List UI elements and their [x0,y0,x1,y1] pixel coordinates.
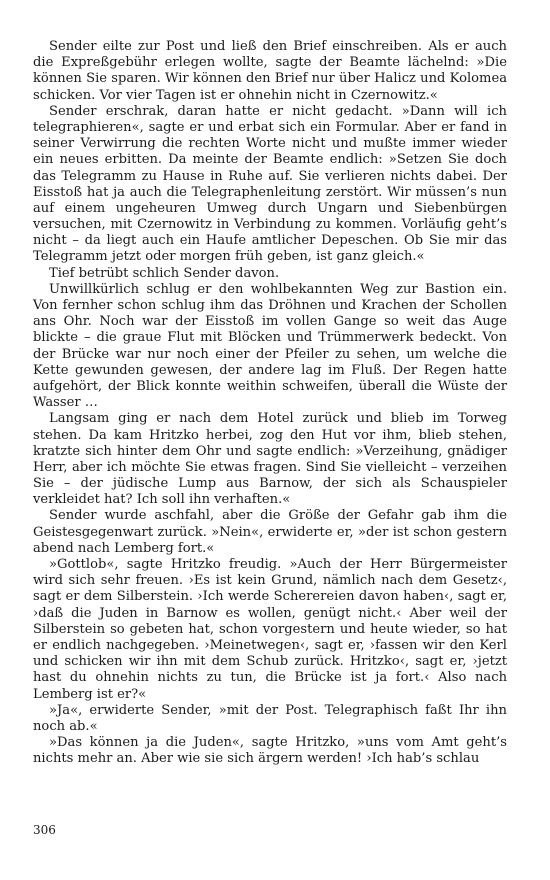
paragraph: Sender wurde aschfahl, aber die Größe der Gefahr gab ihm die Geistesgegenwart zurück. »Nein«, erwiderte er, »der ist schon gestern abend nach Lemberg fort.« [33,508,507,556]
body-text [33,39,507,767]
paragraph: Sender erschrak, daran hatte er nicht gedacht. »Dann will ich telegraphieren«, sagte er und erbat sich ein Formular. Aber er fand in seiner Verwirrung die rechten Worte nicht und mußte immer wieder ein neues erbitten. Da meinte der Beamte endlich: »Setzen Sie doch das Telegramm zu Hause in Ruhe auf. Sie verlieren nichts dabei. Der Eisstoß hat ja auch die Telegraphenleitung zerstört. Wir müssen’s nun auf einem ungeheuren Umweg durch Ungarn und Siebenbürgen versuchen, mit Czernowitz in Verbindung zu kommen. Vorläufig geht’s nicht – da liegt auch ein Haufe amtlicher Depeschen. Ob Sie mir das Telegramm jetzt oder morgen früh geben, ist ganz gleich.« [33,103,507,265]
paragraph: Tief betrübt schlich Sender davon. [49,265,280,281]
paragraph: »Gottlob«, sagte Hritzko freudig. »Auch der Herr Bürgermeister wird sich sehr freuen. ›Es ist kein Grund, nämlich nach dem Gesetz‹, sagt er dem Silberstein. ›Ich werde Scherereien davon haben‹, sagt er, ›daß die Juden in Barnow es wollen, genügt nicht.‹ Aber weil der Silberstein so gebeten hat, schon vorgestern und heute wieder, so hat er endlich nachgegeben. ›Meinetwegen‹, sagt er, ›fassen wir den Kerl und schicken wir ihn mit dem Schub zurück. Hritzko‹, sagt er, ›jetzt hast du ohnehin nichts zu tun, die Brücke ist ja fort.‹ Also nach Lemberg ist er?« [33,557,507,702]
paragraph: Langsam ging er nach dem Hotel zurück und blieb im Torweg stehen. Da kam Hritzko herbei, zog den Hut vor ihm, blieb stehen, kratzte sich hinter dem Ohr und sagte endlich: »Verzeihung, gnädiger Herr, aber ich möchte Sie etwas fragen. Sind Sie vielleicht – verzeihen Sie – der jüdische Lump aus Barnow, der sich als Schauspieler verkleidet hat? Ich soll ihn verhaften.« [33,411,507,508]
paragraph: Unwillkürlich schlug er den wohlbekannten Weg zur Bastion ein. Von fernher schon schlug ihm das Dröhnen und Krachen der Schollen ans Ohr. Noch war der Eisstoß im vollen Gange so weit das Auge blickte – die graue Flut mit Blöcken und Trümmerwerk bedeckt. Von der Brücke war nur noch einer der Pfeiler zu sehen, um welche die Kette gewunden gewesen, der andere lag im Fluß. Der Regen hatte aufgehört, der Blick konnte weithin schweifen, überall die Wüste der Wasser … [33,281,507,411]
paragraph: »Ja«, erwiderte Sender, »mit der Post. Telegraphisch faßt Ihr ihn noch ab.« [33,702,507,734]
paragraph: Sender eilte zur Post und ließ den Brief einschreiben. Als er auch die Expreßgebühr erlegen wollte, sagte der Beamte lächelnd: »Die können Sie sparen. Wir können den Brief nur über Halicz und Kolomea schicken. Vor vier Tagen ist er ohnehin nicht in Czernowitz.« [33,39,507,103]
page-number: 306 [33,823,56,837]
paragraph: »Das können ja die Juden«, sagte Hritzko, »uns vom Amt geht’s nichts mehr an. Aber wie sie sich ärgern werden! ›Ich hab’s schlau [33,735,507,767]
